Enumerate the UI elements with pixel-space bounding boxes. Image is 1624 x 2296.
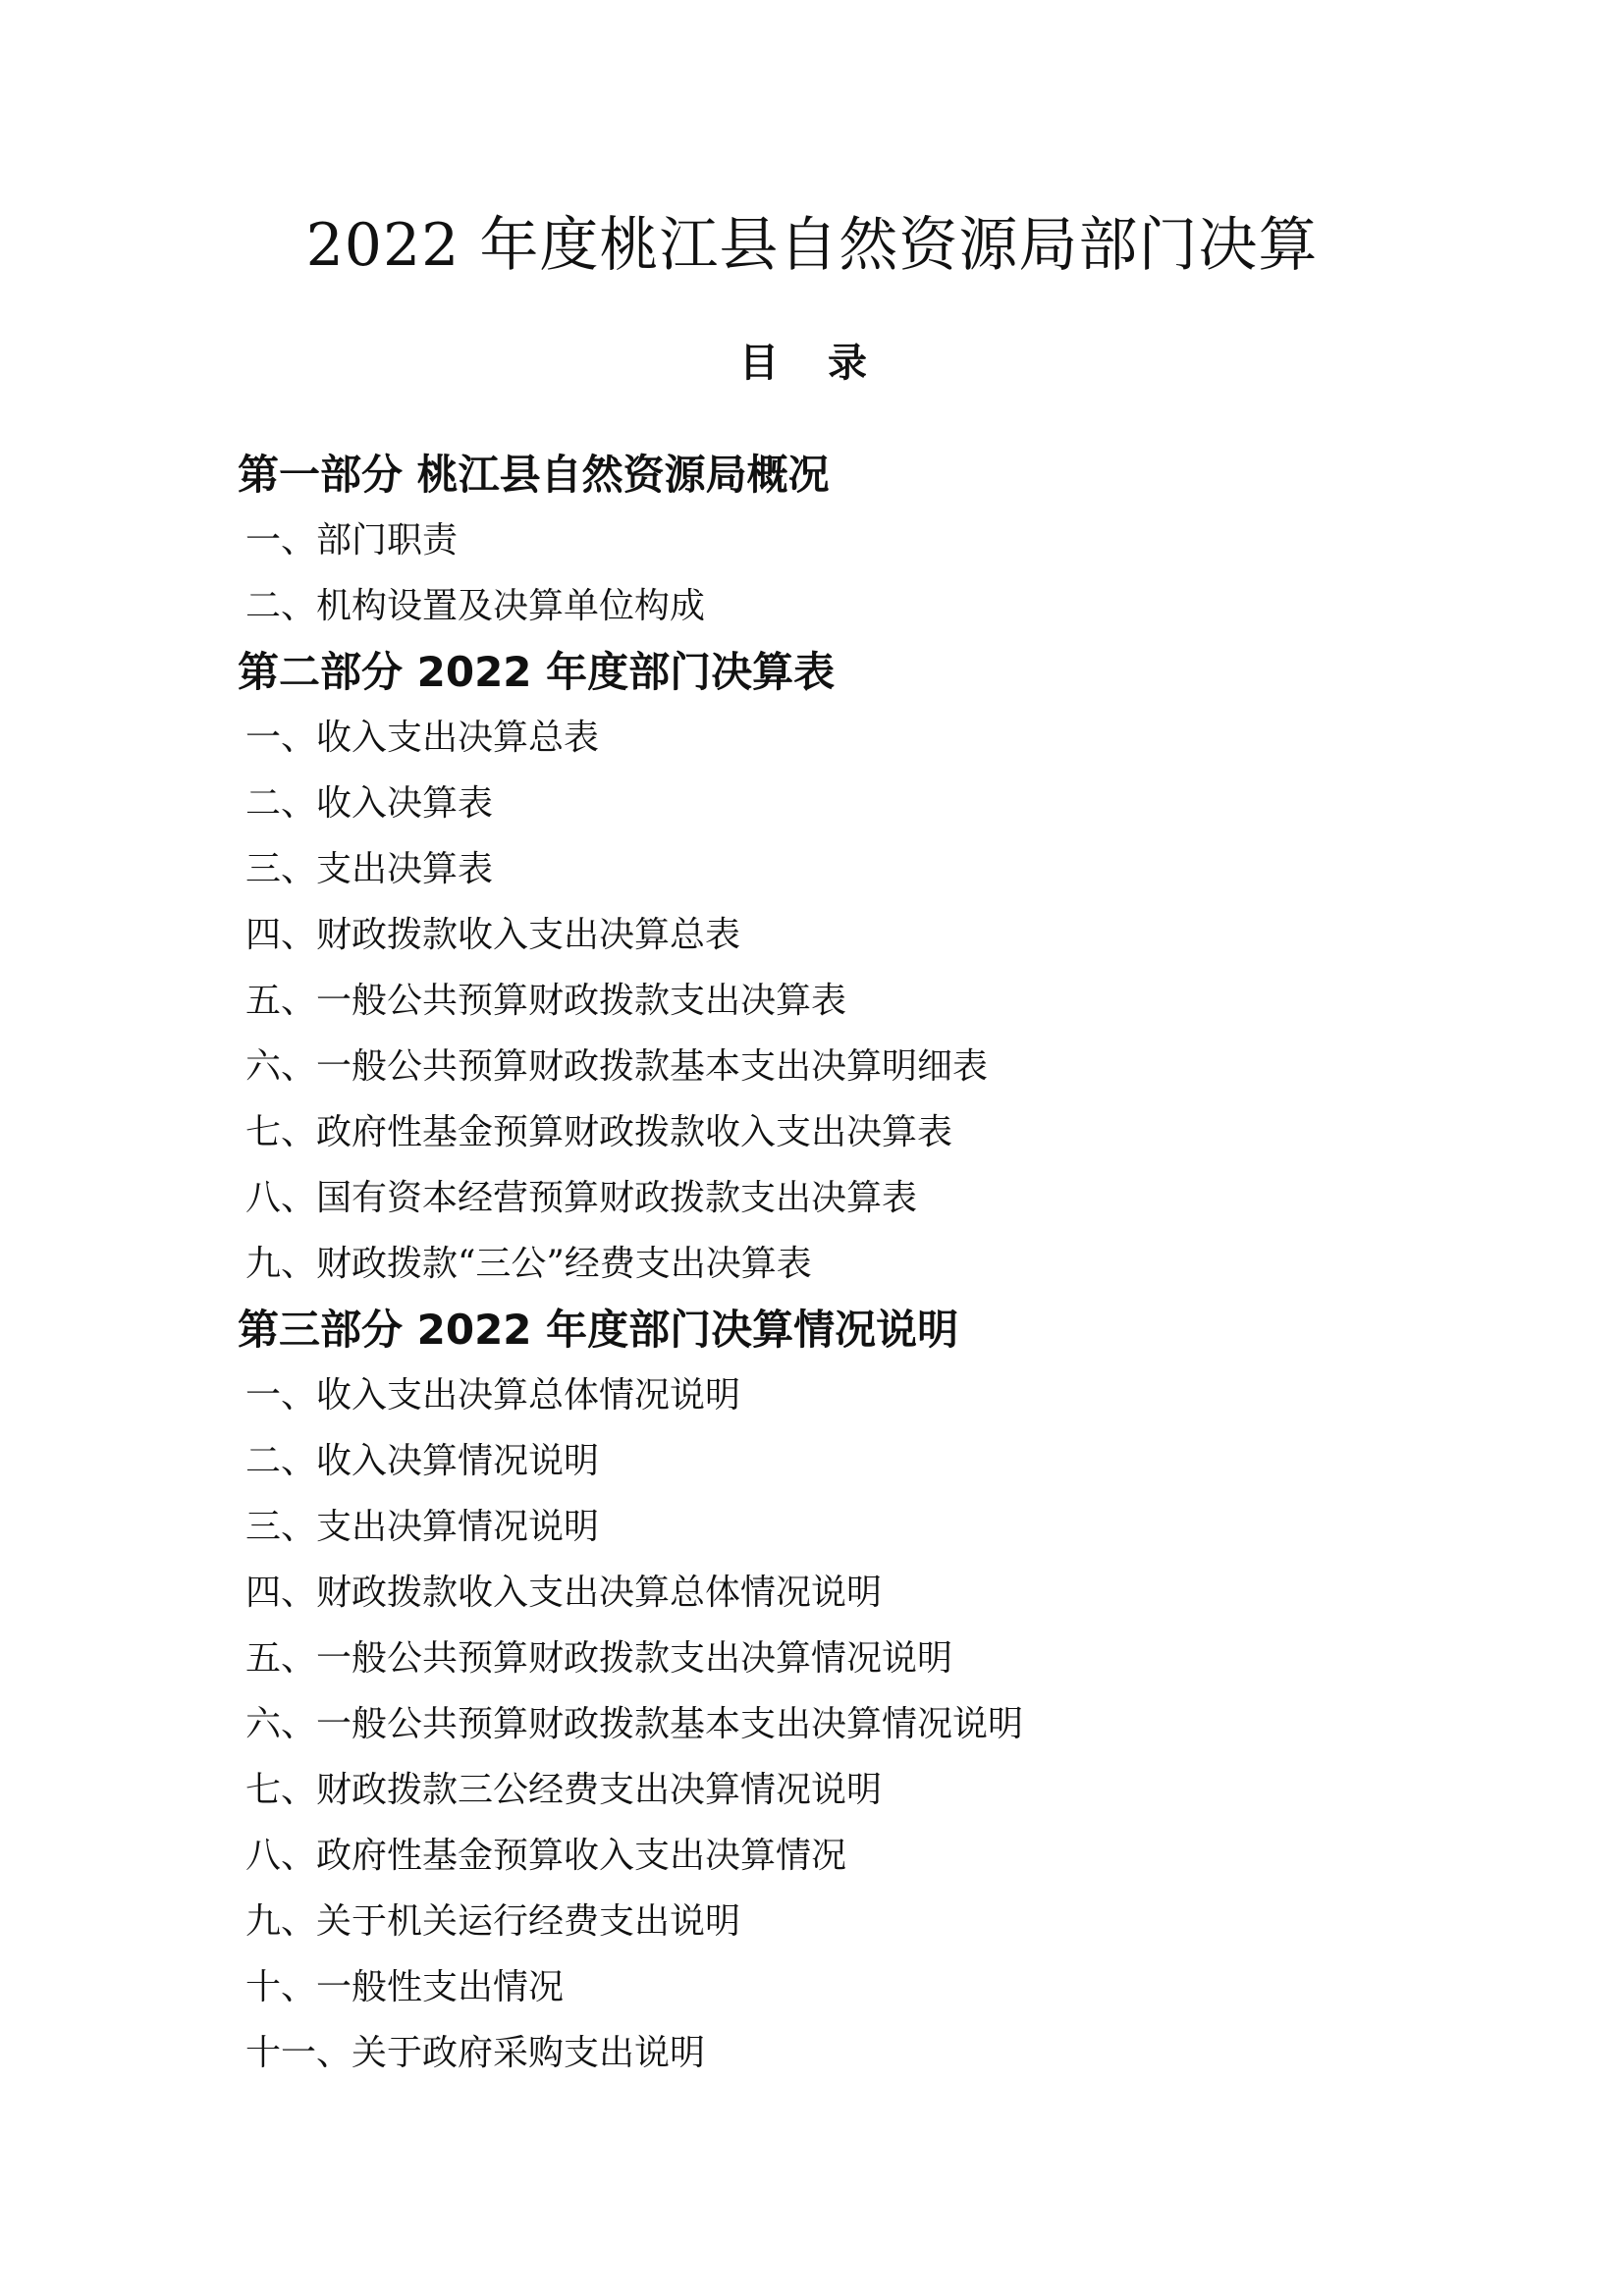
toc-item: 一、部门职责 — [245, 520, 459, 561]
toc-item: 二、收入决算表 — [245, 783, 494, 824]
toc-item: 二、收入决算情况说明 — [245, 1441, 600, 1481]
toc-item: 三、支出决算情况说明 — [245, 1507, 600, 1547]
toc-item: 七、政府性基金预算财政拨款收入支出决算表 — [245, 1112, 953, 1152]
toc-item: 五、一般公共预算财政拨款支出决算情况说明 — [245, 1638, 953, 1679]
toc-item: 六、一般公共预算财政拨款基本支出决算情况说明 — [245, 1704, 1024, 1744]
toc-heading: 目 录 — [739, 340, 885, 386]
toc-item: 十一、关于政府采购支出说明 — [245, 2033, 706, 2073]
toc-part-2: 第二部分 2022 年度部门决算表 — [238, 648, 836, 696]
toc-item: 四、财政拨款收入支出决算总表 — [245, 915, 741, 955]
table-of-contents — [238, 442, 1416, 2086]
toc-item: 五、一般公共预算财政拨款支出决算表 — [245, 981, 847, 1021]
toc-item: 八、国有资本经营预算财政拨款支出决算表 — [245, 1178, 918, 1218]
toc-item: 二、机构设置及决算单位构成 — [245, 586, 706, 626]
toc-part-3: 第三部分 2022 年度部门决算情况说明 — [238, 1306, 959, 1354]
toc-item: 十、一般性支出情况 — [245, 1967, 565, 2007]
toc-item: 七、财政拨款三公经费支出决算情况说明 — [245, 1770, 883, 1810]
toc-item: 四、财政拨款收入支出决算总体情况说明 — [245, 1573, 883, 1613]
toc-item: 三、支出决算表 — [245, 849, 494, 889]
document-title: 2022 年度桃江县自然资源局部门决算 — [305, 211, 1319, 280]
toc-item: 一、收入支出决算总体情况说明 — [245, 1375, 741, 1415]
toc-item: 九、财政拨款“三公”经费支出决算表 — [245, 1244, 812, 1284]
toc-part-1: 第一部分 桃江县自然资源局概况 — [238, 451, 830, 499]
toc-item: 六、一般公共预算财政拨款基本支出决算明细表 — [245, 1046, 989, 1087]
toc-item: 九、关于机关运行经费支出说明 — [245, 1901, 741, 1942]
toc-item: 一、收入支出决算总表 — [245, 718, 600, 758]
toc-item: 八、政府性基金预算收入支出决算情况 — [245, 1836, 847, 1876]
